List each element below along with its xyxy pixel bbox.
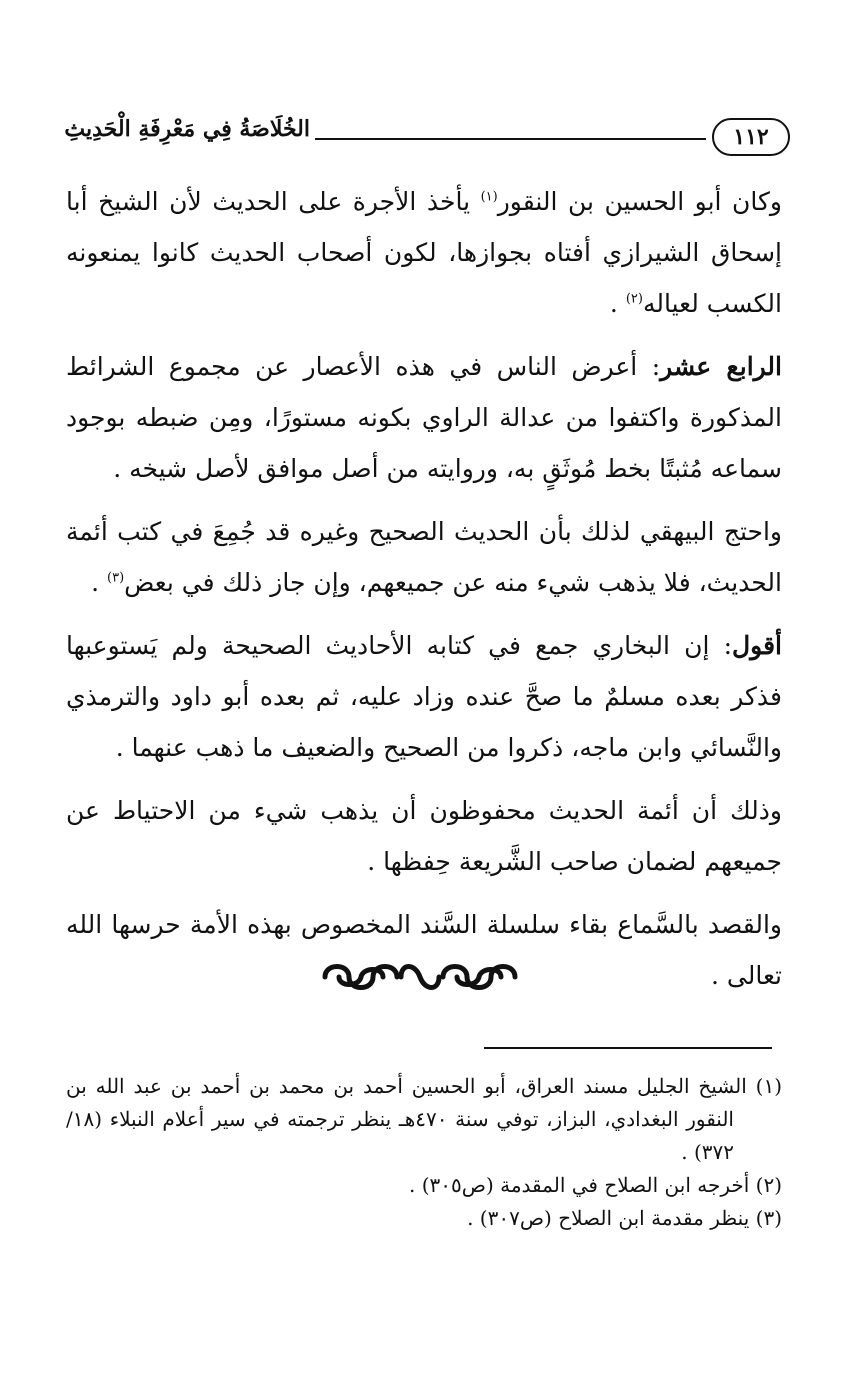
- paragraph-text: .: [91, 568, 108, 597]
- paragraph-2: [66, 341, 782, 494]
- footnote-2: (٢) أخرجه ابن الصلاح في المقدمة (ص٣٠٥) .: [409, 1173, 782, 1197]
- paragraph-text: : إن البخاري جمع في كتابه الأحاديث الصحيحة ولم يَستوعبها فذكر بعده مسلمٌ ما صحَّ عنده وزاد عليه، ثم بعده أبو داود والترمذي والنَّسائي وابن ماجه، ذكروا من الصحيح والضعيف ما ذهب عنهما .: [66, 631, 782, 762]
- page-header: [60, 112, 790, 162]
- footnote-ref[interactable]: (٣): [107, 570, 125, 586]
- floral-ornament-icon: [310, 955, 530, 999]
- header-rule: [315, 138, 706, 140]
- footnote-1: (١) الشيخ الجليل مسند العراق، أبو الحسين أحمد بن محمد بن أحمد بن عبد الله بن النقور البغدادي، البزاز، توفي سنة ٤٧٠هـ ينظر ترجمته في سير أعلام النبلاء (١٨/ ٣٧٢) .: [66, 1074, 782, 1164]
- paragraph-text: وذلك أن أئمة الحديث محفوظون أن يذهب شيء من الاحتياط عن جميعهم لضمان صاحب الشَّريعة حِفظها .: [66, 796, 782, 876]
- paragraph-text: واحتج البيهقي لذلك بأن الحديث الصحيح وغيره قد جُمِعَ في كتب أئمة الحديث، فلا يذهب شيء منه عن جميعهم، وإن جاز ذلك في بعض: [66, 517, 782, 597]
- footnote-ref[interactable]: (١): [480, 189, 498, 205]
- section-lead: أقول: [732, 631, 782, 660]
- paragraph-text: يأخذ الأجرة على الحديث لأن الشيخ أبا إسحاق الشيرازي أفتاه بجوازها، لكون أصحاب الحديث كانوا يمنعونه الكسب لعياله: [66, 187, 782, 318]
- paragraph-text: .: [609, 289, 626, 318]
- main-text: [66, 176, 782, 1013]
- section-lead: الرابع عشر: [660, 352, 782, 381]
- paragraph-text: : أعرض الناس في هذه الأعصار عن مجموع الشرائط المذكورة واكتفوا من عدالة الراوي بكونه مستورًا، ومِن ضبطه بوجود سماعه مُثبتًا بخط مُوثَقٍ به، وروايته من أصل موافق لأصل شيخه .: [66, 352, 782, 483]
- page-number: ١١٢: [712, 118, 790, 156]
- footnote-3: (٣) ينظر مقدمة ابن الصلاح (ص٣٠٧) .: [467, 1206, 782, 1230]
- footnote-ref[interactable]: (٢): [625, 291, 643, 307]
- paragraph-text: والقصد بالسَّماع بقاء سلسلة السَّند المخصوص بهذه الأمة حرسها الله تعالى .: [66, 910, 782, 990]
- paragraph-5: [66, 785, 782, 887]
- paragraph-text: وكان أبو الحسين بن النقور: [497, 187, 783, 216]
- running-title: الخُلَاصَةُ فِي مَعْرِفَةِ الْحَدِيثِ: [64, 116, 310, 142]
- paragraph-1: [66, 176, 782, 329]
- footnotes: [66, 1070, 782, 1235]
- paragraph-4: [66, 620, 782, 773]
- paragraph-3: [66, 506, 782, 608]
- footnote-separator: [484, 1047, 772, 1049]
